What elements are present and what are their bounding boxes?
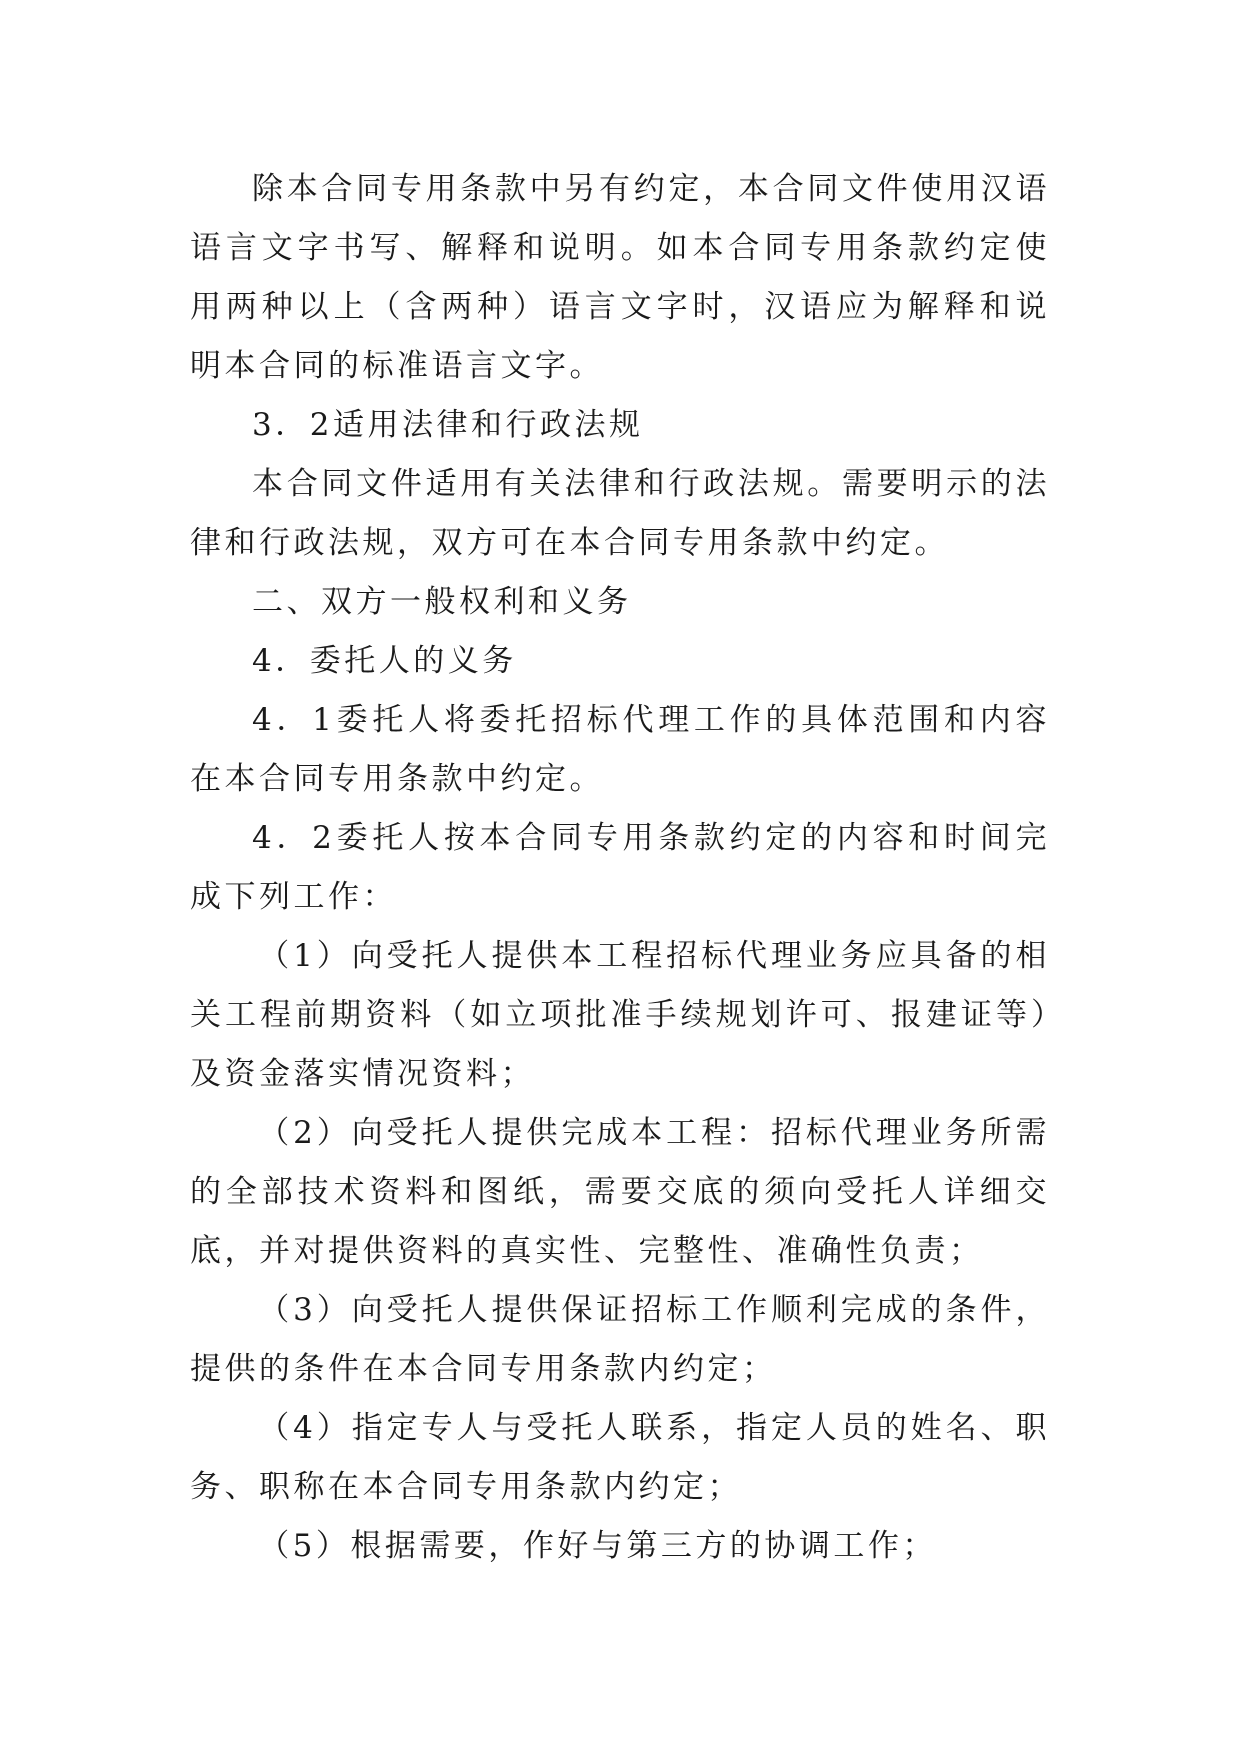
clause-4-2: 4．2委托人按本合同专用条款约定的内容和时间完成下列工作： xyxy=(190,820,1050,915)
paragraph-language: 除本合同专用条款中另有约定，本合同文件使用汉语语言文字书写、解释和说明。如本合同专用条款约定使用两种以上（含两种）语言文字时，汉语应为解释和说明本合同的标准语言文字。 xyxy=(190,171,1050,384)
list-item-2: （2）向受托人提供完成本工程：招标代理业务所需的全部技术资料和图纸，需要交底的须向受托人详细交底，并对提供资料的真实性、完整性、准确性负责； xyxy=(190,1115,1050,1269)
heading-rights-obligations: 二、双方一般权利和义务 xyxy=(252,584,632,620)
paragraph-applicable-law: 本合同文件适用有关法律和行政法规。需要明示的法律和行政法规，双方可在本合同专用条款中约定。 xyxy=(190,466,1050,561)
clause-4-1: 4．1委托人将委托招标代理工作的具体范围和内容在本合同专用条款中约定。 xyxy=(190,702,1050,797)
list-item-5: （5）根据需要，作好与第三方的协调工作； xyxy=(258,1528,937,1564)
list-item-1: （1）向受托人提供本工程招标代理业务应具备的相关工程前期资料（如立项批准手续规划许可、报建证等）及资金落实情况资料； xyxy=(190,938,1050,1092)
document-body xyxy=(190,160,1050,1576)
list-item-4: （4）指定专人与受托人联系，指定人员的姓名、职务、职称在本合同专用条款内约定； xyxy=(190,1410,1050,1505)
heading-principal-obligations: 4．委托人的义务 xyxy=(252,643,517,679)
list-item-3: （3）向受托人提供保证招标工作顺利完成的条件，提供的条件在本合同专用条款内约定； xyxy=(190,1292,1050,1387)
heading-applicable-law: 3．2适用法律和行政法规 xyxy=(252,407,644,443)
